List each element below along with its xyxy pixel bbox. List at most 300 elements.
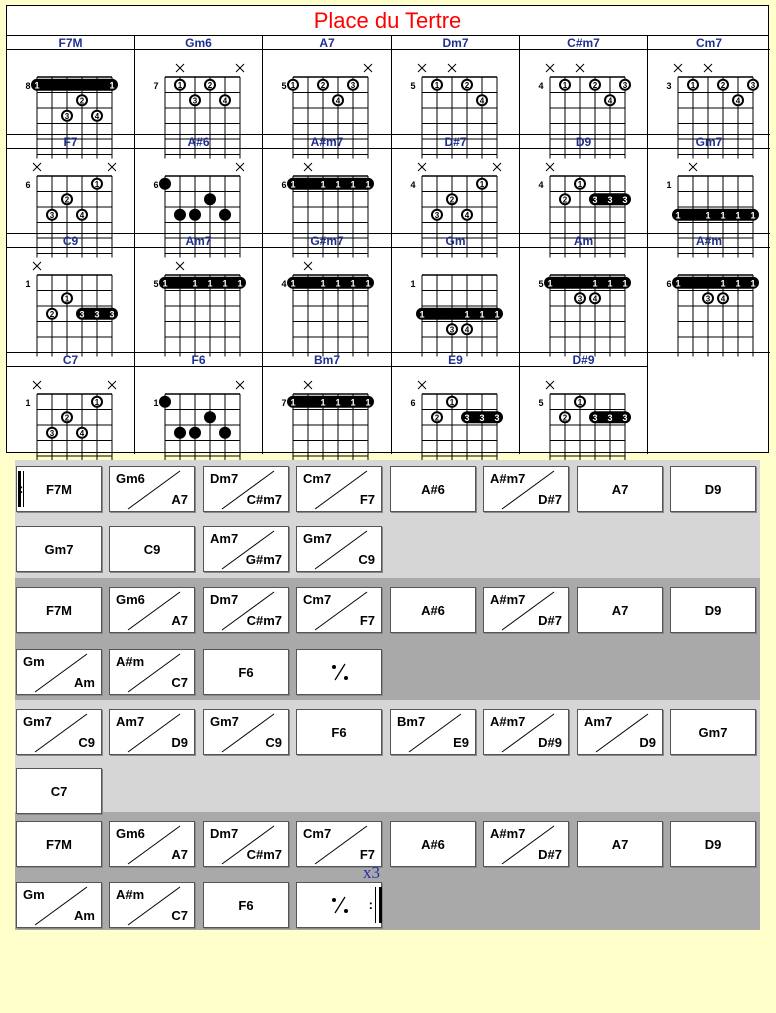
chord-second-half: Am bbox=[74, 675, 95, 690]
finger-number: 2 bbox=[207, 80, 213, 90]
fretboard bbox=[7, 367, 135, 453]
fretboard bbox=[648, 149, 776, 235]
chord-second-half: Am bbox=[74, 908, 95, 923]
measure-box[interactable] bbox=[203, 821, 289, 867]
finger-dot bbox=[174, 427, 186, 439]
finger-number: 3 bbox=[592, 194, 598, 205]
finger-number: 3 bbox=[109, 309, 115, 320]
chord-first-half: A#m bbox=[116, 887, 145, 902]
repeat-dots: : bbox=[19, 481, 24, 496]
chord-symbol: A7 bbox=[611, 602, 629, 618]
chord-second-half: A7 bbox=[171, 613, 188, 628]
chord-symbol: A#6 bbox=[421, 481, 445, 497]
finger-number: 1 bbox=[592, 278, 598, 289]
measure-box[interactable] bbox=[577, 587, 663, 633]
measure-box[interactable] bbox=[296, 709, 382, 755]
chord-first-half: Gm6 bbox=[116, 826, 145, 841]
measure-box[interactable] bbox=[670, 466, 756, 512]
chord-progression-grid bbox=[15, 460, 760, 930]
finger-number: 2 bbox=[720, 80, 726, 90]
chord-second-half: F7 bbox=[359, 613, 375, 628]
finger-number: 1 bbox=[162, 278, 168, 289]
finger-dot bbox=[159, 396, 171, 408]
chord-second-half: C#m7 bbox=[246, 613, 282, 628]
chord-name: C#m7 bbox=[520, 36, 647, 50]
measure-box[interactable] bbox=[483, 587, 569, 633]
measure-box[interactable] bbox=[390, 466, 476, 512]
base-fret-number: 4 bbox=[281, 278, 287, 289]
measure-box[interactable] bbox=[670, 821, 756, 867]
base-fret-number: 7 bbox=[281, 397, 287, 408]
measure-box[interactable] bbox=[203, 587, 289, 633]
finger-number: 1 bbox=[290, 80, 296, 90]
repeat-count: x3 bbox=[363, 863, 380, 882]
finger-number: 4 bbox=[464, 325, 470, 335]
chord-first-half: Dm7 bbox=[210, 826, 239, 841]
finger-number: 1 bbox=[365, 278, 371, 289]
base-fret-number: 1 bbox=[666, 179, 672, 190]
measure-box[interactable] bbox=[109, 649, 195, 695]
base-fret-number: 8 bbox=[25, 80, 31, 91]
measure-box[interactable] bbox=[203, 709, 289, 755]
finger-dot bbox=[159, 178, 171, 190]
measure-box[interactable] bbox=[296, 466, 382, 512]
chord-second-half: E9 bbox=[453, 735, 469, 750]
barre bbox=[544, 277, 631, 289]
finger-number: 1 bbox=[479, 179, 485, 189]
chord-diagram bbox=[648, 135, 770, 234]
finger-dot bbox=[204, 411, 216, 423]
chord-first-half: Gm7 bbox=[210, 714, 239, 729]
chord-name: A#6 bbox=[135, 135, 262, 149]
chord-first-half: A#m7 bbox=[490, 826, 526, 841]
finger-number: 4 bbox=[335, 96, 341, 106]
finger-number: 4 bbox=[735, 96, 741, 106]
chord-symbol: D9 bbox=[704, 602, 722, 618]
finger-number: 1 bbox=[494, 309, 500, 320]
finger-number: 3 bbox=[479, 412, 485, 423]
chord-diagram bbox=[263, 234, 392, 353]
finger-number: 4 bbox=[592, 294, 598, 304]
finger-number: 4 bbox=[607, 96, 613, 106]
measure-box[interactable] bbox=[670, 709, 756, 755]
finger-number: 1 bbox=[320, 397, 326, 408]
chord-diagram bbox=[520, 36, 648, 135]
finger-number: 3 bbox=[434, 210, 440, 220]
finger-number: 1 bbox=[479, 309, 485, 320]
finger-number: 1 bbox=[577, 397, 583, 407]
chord-first-half: Am7 bbox=[116, 714, 145, 729]
chord-symbol: D9 bbox=[704, 481, 722, 497]
finger-number: 2 bbox=[320, 80, 326, 90]
finger-number: 2 bbox=[562, 413, 568, 423]
measure-box[interactable] bbox=[483, 466, 569, 512]
repeat-measure-slash bbox=[335, 897, 345, 913]
chord-diagram bbox=[520, 353, 648, 454]
chord-name: C7 bbox=[7, 353, 134, 367]
finger-number: 4 bbox=[222, 96, 228, 106]
chord-first-half: Cm7 bbox=[303, 826, 332, 841]
measure-box[interactable] bbox=[16, 821, 102, 867]
measure-box[interactable] bbox=[577, 821, 663, 867]
measure-box[interactable] bbox=[390, 587, 476, 633]
chord-second-half: D#7 bbox=[538, 613, 562, 628]
finger-number: 1 bbox=[335, 179, 341, 190]
finger-number: 4 bbox=[720, 294, 726, 304]
chord-second-half: C9 bbox=[358, 552, 375, 567]
chord-first-half: Gm6 bbox=[116, 592, 145, 607]
finger-number: 1 bbox=[350, 278, 356, 289]
finger-dot bbox=[219, 427, 231, 439]
chord-second-half: C7 bbox=[171, 908, 188, 923]
finger-number: 3 bbox=[350, 80, 356, 90]
chord-name: F7 bbox=[7, 135, 134, 149]
finger-number: 2 bbox=[592, 80, 598, 90]
chord-second-half: D#7 bbox=[538, 847, 562, 862]
fretboard bbox=[392, 149, 520, 235]
barre bbox=[31, 79, 118, 91]
base-fret-number: 4 bbox=[410, 179, 416, 190]
chord-second-half: D#7 bbox=[538, 492, 562, 507]
base-fret-number: 4 bbox=[538, 80, 544, 91]
measure-box[interactable] bbox=[16, 768, 102, 814]
finger-number: 3 bbox=[607, 194, 613, 205]
measure-box[interactable] bbox=[483, 821, 569, 867]
chord-name: A#m7 bbox=[263, 135, 391, 149]
measure-box[interactable] bbox=[577, 709, 663, 755]
chord-diagram bbox=[648, 36, 770, 135]
barre bbox=[159, 277, 246, 289]
fretboard bbox=[135, 149, 263, 235]
chord-symbol: A#6 bbox=[421, 602, 445, 618]
measure-box[interactable] bbox=[296, 649, 382, 695]
chord-first-half: Cm7 bbox=[303, 592, 332, 607]
finger-number: 2 bbox=[449, 195, 455, 205]
finger-number: 2 bbox=[64, 413, 70, 423]
chord-symbol: A#6 bbox=[421, 836, 445, 852]
measure-box[interactable] bbox=[296, 526, 382, 572]
finger-number: 1 bbox=[34, 80, 40, 91]
finger-number: 1 bbox=[705, 210, 711, 221]
chord-second-half: A7 bbox=[171, 847, 188, 862]
finger-number: 3 bbox=[705, 294, 711, 304]
fretboard bbox=[135, 248, 263, 334]
finger-number: 4 bbox=[464, 210, 470, 220]
chord-first-half: Am7 bbox=[584, 714, 613, 729]
measure-box[interactable] bbox=[109, 882, 195, 928]
base-fret-number: 1 bbox=[410, 278, 416, 289]
chord-second-half: D9 bbox=[639, 735, 656, 750]
finger-number: 1 bbox=[449, 397, 455, 407]
chord-name: A7 bbox=[263, 36, 391, 50]
repeat-end-bar bbox=[379, 887, 382, 923]
chord-diagram bbox=[135, 36, 263, 135]
finger-number: 4 bbox=[79, 428, 85, 438]
chord-symbol: A7 bbox=[611, 481, 629, 497]
chord-second-half: C9 bbox=[78, 735, 95, 750]
finger-number: 1 bbox=[735, 278, 741, 289]
finger-number: 3 bbox=[464, 412, 470, 423]
finger-number: 1 bbox=[177, 80, 183, 90]
finger-number: 1 bbox=[320, 179, 326, 190]
chord-name: Dm7 bbox=[392, 36, 519, 50]
fretboard bbox=[392, 50, 520, 136]
chord-name: E9 bbox=[392, 353, 519, 367]
measure-box[interactable] bbox=[203, 466, 289, 512]
chord-second-half: D#9 bbox=[538, 735, 562, 750]
chord-first-half: A#m7 bbox=[490, 471, 526, 486]
finger-number: 2 bbox=[562, 195, 568, 205]
chord-first-half: A#m bbox=[116, 654, 145, 669]
chord-name: Am bbox=[520, 234, 647, 248]
finger-number: 3 bbox=[592, 412, 598, 423]
finger-number: 1 bbox=[365, 397, 371, 408]
measure-box[interactable] bbox=[296, 587, 382, 633]
base-fret-number: 1 bbox=[153, 397, 159, 408]
repeat-measure-dot bbox=[332, 898, 336, 902]
finger-number: 1 bbox=[192, 278, 198, 289]
measure-box[interactable] bbox=[109, 587, 195, 633]
finger-number: 3 bbox=[192, 96, 198, 106]
chord-second-half: F7 bbox=[359, 492, 375, 507]
barre bbox=[287, 178, 374, 190]
chord-name: Gm7 bbox=[648, 135, 770, 149]
chord-first-half: Dm7 bbox=[210, 592, 239, 607]
finger-number: 1 bbox=[750, 278, 756, 289]
chord-diagram bbox=[392, 36, 520, 135]
chord-name: D#7 bbox=[392, 135, 519, 149]
repeat-end-thin-bar bbox=[375, 887, 376, 923]
measure-box[interactable] bbox=[390, 821, 476, 867]
base-fret-number: 5 bbox=[538, 397, 544, 408]
measure-box[interactable] bbox=[109, 821, 195, 867]
barre bbox=[287, 277, 374, 289]
finger-number: 1 bbox=[207, 278, 213, 289]
fretboard bbox=[520, 367, 648, 453]
chord-diagram bbox=[7, 234, 135, 353]
measure-box[interactable] bbox=[109, 709, 195, 755]
repeat-measure-dot bbox=[344, 909, 348, 913]
chord-name: A#m bbox=[648, 234, 770, 248]
measure-box[interactable] bbox=[16, 709, 102, 755]
measure-box[interactable] bbox=[109, 466, 195, 512]
finger-number: 3 bbox=[94, 309, 100, 320]
finger-number: 1 bbox=[464, 309, 470, 320]
finger-number: 3 bbox=[577, 294, 583, 304]
base-fret-number: 1 bbox=[25, 278, 31, 289]
measure-box[interactable] bbox=[577, 466, 663, 512]
chord-first-half: Bm7 bbox=[397, 714, 426, 729]
chord-diagram bbox=[7, 353, 135, 454]
finger-number: 1 bbox=[109, 80, 115, 91]
finger-number: 4 bbox=[79, 210, 85, 220]
chord-second-half: F7 bbox=[359, 847, 375, 862]
fretboard bbox=[7, 248, 135, 334]
chord-first-half: Gm6 bbox=[116, 471, 145, 486]
finger-number: 1 bbox=[607, 278, 613, 289]
chord-second-half: C#m7 bbox=[246, 847, 282, 862]
finger-number: 1 bbox=[290, 179, 296, 190]
chord-second-half: C#m7 bbox=[246, 492, 282, 507]
finger-dot bbox=[189, 427, 201, 439]
chord-name: C9 bbox=[7, 234, 134, 248]
chord-diagram bbox=[392, 135, 520, 234]
repeat-measure-dot bbox=[344, 676, 348, 680]
chord-diagram bbox=[7, 135, 135, 234]
base-fret-number: 6 bbox=[410, 397, 416, 408]
measure-box[interactable] bbox=[203, 882, 289, 928]
chord-second-half: D9 bbox=[171, 735, 188, 750]
base-fret-number: 4 bbox=[538, 179, 544, 190]
finger-number: 1 bbox=[675, 210, 681, 221]
chord-first-half: Gm7 bbox=[303, 531, 332, 546]
base-fret-number: 6 bbox=[281, 179, 287, 190]
base-fret-number: 1 bbox=[25, 397, 31, 408]
finger-number: 1 bbox=[434, 80, 440, 90]
finger-number: 1 bbox=[350, 397, 356, 408]
finger-number: 3 bbox=[64, 111, 70, 121]
barre bbox=[416, 308, 503, 320]
chord-diagram bbox=[392, 353, 520, 454]
finger-number: 1 bbox=[290, 278, 296, 289]
measure-box[interactable] bbox=[16, 466, 102, 512]
barre bbox=[672, 209, 759, 221]
measure-box[interactable] bbox=[16, 649, 102, 695]
finger-number: 1 bbox=[365, 179, 371, 190]
finger-number: 1 bbox=[562, 80, 568, 90]
base-fret-number: 7 bbox=[153, 80, 159, 91]
chord-symbol: A7 bbox=[611, 836, 629, 852]
base-fret-number: 3 bbox=[666, 80, 672, 91]
chord-second-half: A7 bbox=[171, 492, 188, 507]
finger-number: 2 bbox=[464, 80, 470, 90]
finger-number: 3 bbox=[622, 194, 628, 205]
chord-symbol: F7M bbox=[46, 481, 72, 497]
finger-dot bbox=[219, 209, 231, 221]
base-fret-number: 5 bbox=[410, 80, 416, 91]
finger-dot bbox=[204, 193, 216, 205]
finger-number: 1 bbox=[237, 278, 243, 289]
finger-number: 3 bbox=[494, 412, 500, 423]
fretboard bbox=[520, 149, 648, 235]
barre bbox=[287, 396, 374, 408]
chord-name: D9 bbox=[520, 135, 647, 149]
finger-number: 1 bbox=[735, 210, 741, 221]
chord-symbol: D9 bbox=[704, 836, 722, 852]
finger-number: 1 bbox=[350, 179, 356, 190]
finger-number: 1 bbox=[94, 397, 100, 407]
chord-diagram bbox=[520, 135, 648, 234]
base-fret-number: 6 bbox=[666, 278, 672, 289]
finger-number: 1 bbox=[290, 397, 296, 408]
measure-box[interactable] bbox=[390, 709, 476, 755]
barre bbox=[672, 277, 759, 289]
fretboard bbox=[263, 149, 391, 235]
finger-number: 3 bbox=[607, 412, 613, 423]
finger-number: 2 bbox=[64, 195, 70, 205]
chord-diagram bbox=[135, 234, 263, 353]
chord-first-half: A#m7 bbox=[490, 592, 526, 607]
chord-symbol: F6 bbox=[238, 897, 254, 913]
chord-diagram bbox=[648, 234, 770, 353]
finger-number: 1 bbox=[335, 397, 341, 408]
measure-box[interactable] bbox=[483, 709, 569, 755]
measure-box[interactable] bbox=[203, 649, 289, 695]
measure-box[interactable] bbox=[296, 882, 382, 928]
finger-number: 1 bbox=[750, 210, 756, 221]
chord-symbol: Gm7 bbox=[44, 541, 74, 557]
finger-number: 3 bbox=[449, 325, 455, 335]
fretboard bbox=[520, 248, 648, 334]
chord-second-half: G#m7 bbox=[245, 552, 282, 567]
repeat-measure-dot bbox=[332, 665, 336, 669]
measure-box[interactable] bbox=[670, 587, 756, 633]
finger-number: 1 bbox=[720, 210, 726, 221]
chord-symbol: C9 bbox=[143, 541, 161, 557]
chord-symbol: F7M bbox=[46, 836, 72, 852]
chord-second-half: C9 bbox=[265, 735, 282, 750]
finger-number: 1 bbox=[419, 309, 425, 320]
measure-box[interactable] bbox=[16, 587, 102, 633]
finger-number: 1 bbox=[335, 278, 341, 289]
measure-box[interactable] bbox=[109, 526, 195, 572]
chord-first-half: A#m7 bbox=[490, 714, 526, 729]
finger-number: 3 bbox=[49, 210, 55, 220]
fretboard bbox=[263, 248, 391, 334]
chord-first-half: Am7 bbox=[210, 531, 239, 546]
finger-number: 1 bbox=[94, 179, 100, 189]
chord-name: D#9 bbox=[520, 353, 647, 367]
chord-first-half: Cm7 bbox=[303, 471, 332, 486]
chord-first-half: Gm bbox=[23, 887, 45, 902]
chord-diagram-table bbox=[6, 5, 769, 453]
finger-number: 2 bbox=[434, 413, 440, 423]
chord-name: Cm7 bbox=[648, 36, 770, 50]
finger-number: 1 bbox=[720, 278, 726, 289]
measure-box[interactable] bbox=[203, 526, 289, 572]
chord-diagram bbox=[520, 234, 648, 353]
fretboard bbox=[392, 367, 520, 453]
chord-symbol: F7M bbox=[46, 602, 72, 618]
finger-dot bbox=[189, 209, 201, 221]
chord-name: Gm6 bbox=[135, 36, 262, 50]
measure-box[interactable] bbox=[296, 821, 382, 867]
fretboard bbox=[648, 50, 776, 136]
base-fret-number: 6 bbox=[153, 179, 159, 190]
measure-box[interactable] bbox=[16, 526, 102, 572]
chord-name: Gm bbox=[392, 234, 519, 248]
finger-number: 3 bbox=[622, 80, 628, 90]
finger-number: 4 bbox=[94, 111, 100, 121]
finger-number: 1 bbox=[222, 278, 228, 289]
chord-diagram bbox=[135, 135, 263, 234]
finger-number: 2 bbox=[49, 309, 55, 319]
chord-name: Bm7 bbox=[263, 353, 391, 367]
chord-first-half: Gm7 bbox=[23, 714, 52, 729]
chord-first-half: Dm7 bbox=[210, 471, 239, 486]
chord-diagram bbox=[7, 36, 135, 135]
chord-symbol: C7 bbox=[50, 783, 68, 799]
repeat-measure-icon bbox=[297, 650, 383, 696]
chord-name: Am7 bbox=[135, 234, 262, 248]
measure-box[interactable] bbox=[16, 882, 102, 928]
base-fret-number: 5 bbox=[153, 278, 159, 289]
fretboard bbox=[648, 248, 776, 334]
chord-first-half: Gm bbox=[23, 654, 45, 669]
chord-diagram bbox=[392, 234, 520, 353]
chord-diagram bbox=[263, 135, 392, 234]
finger-number: 3 bbox=[49, 428, 55, 438]
